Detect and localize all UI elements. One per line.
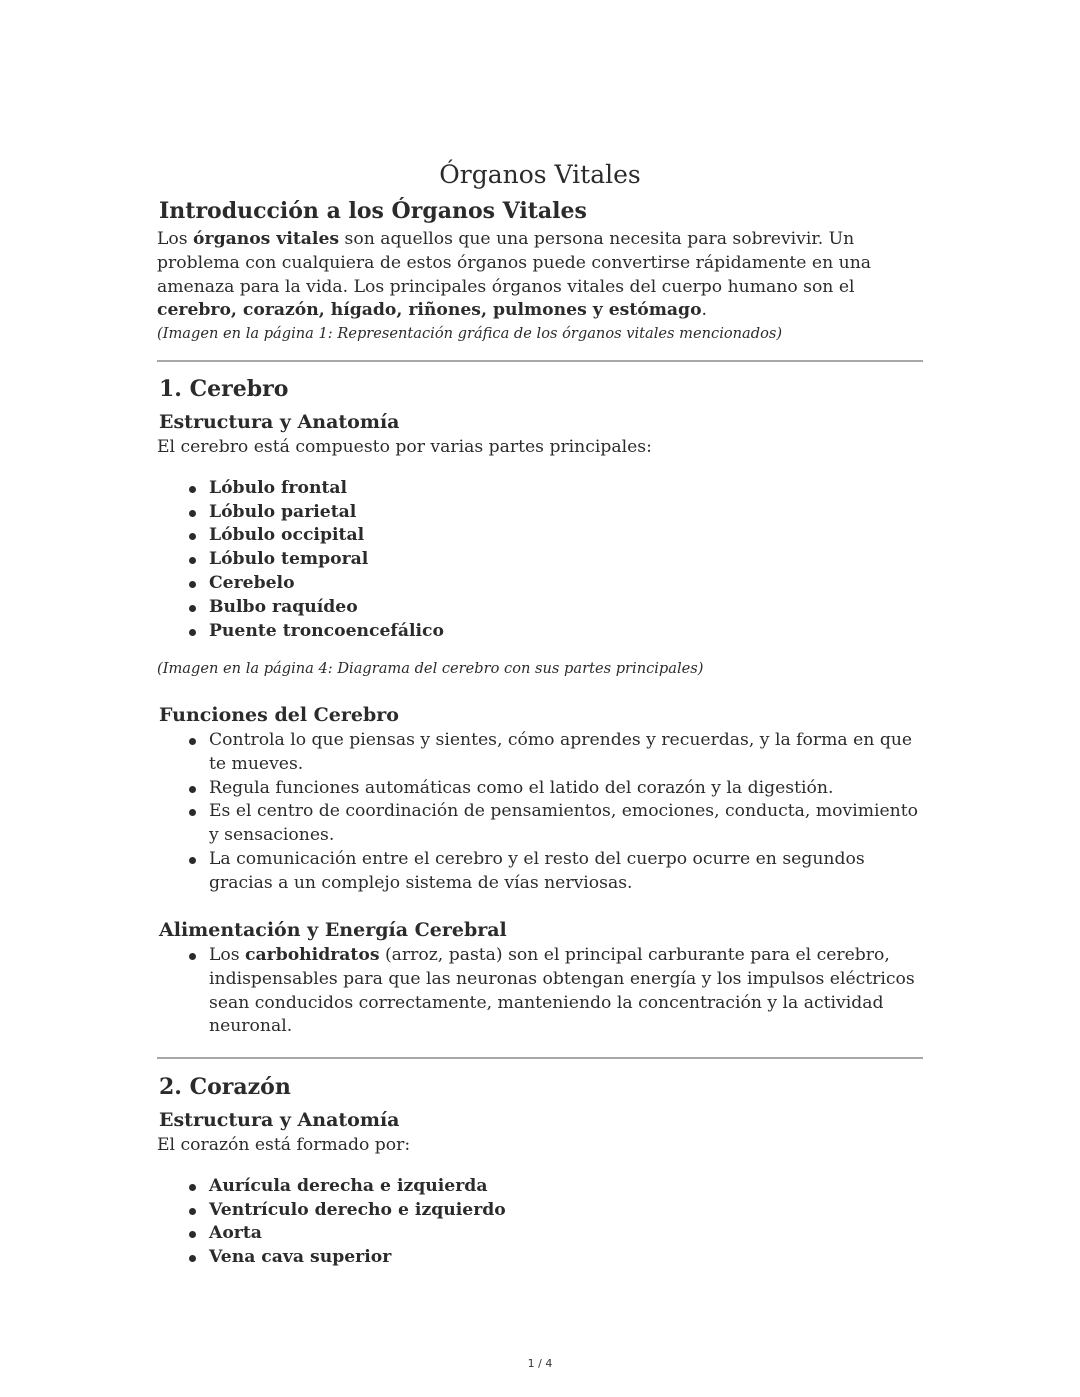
corazon-structure-heading: Estructura y Anatomía <box>159 1109 400 1131</box>
intro-bold-vital-organs: órganos vitales <box>193 229 340 249</box>
intro-text-end: . <box>701 300 707 321</box>
list-item: Vena cava superior <box>209 1246 923 1270</box>
document-title: Órganos Vitales <box>439 160 641 189</box>
cerebro-functions-section <box>157 702 923 896</box>
section-divider <box>157 360 923 362</box>
page-number: 1 / 4 <box>527 1357 553 1370</box>
intro-paragraph <box>157 228 923 323</box>
intro-section <box>157 196 923 344</box>
list-item: Lóbulo frontal <box>209 477 923 501</box>
list-item: Aurícula derecha e izquierda <box>209 1175 923 1199</box>
list-item: Puente troncoencefálico <box>209 620 923 644</box>
cerebro-section <box>157 374 923 679</box>
intro-bold-organ-list: cerebro, corazón, hígado, riñones, pulmones y estómago <box>157 300 702 321</box>
corazon-parts-list <box>157 1175 923 1270</box>
list-item: Aorta <box>209 1222 923 1246</box>
list-item: Controla lo que piensas y sientes, cómo aprendes y recuerdas, y la forma en que te mueves. <box>209 729 923 777</box>
intro-heading: Introducción a los Órganos Vitales <box>159 198 587 224</box>
list-item: La comunicación entre el cerebro y el resto del cuerpo ocurre en segundos gracias a un complejo sistema de vías nerviosas. <box>209 848 923 896</box>
list-item: Lóbulo occipital <box>209 524 923 548</box>
list-item: Es el centro de coordinación de pensamientos, emociones, conducta, movimiento y sensaciones. <box>209 800 923 848</box>
corazon-section <box>157 1072 923 1270</box>
list-item: Cerebelo <box>209 572 923 596</box>
food-text-start: Los <box>209 945 246 965</box>
corazon-structure-text: El corazón está formado por: <box>157 1135 411 1155</box>
food-text-end: (arroz, pasta) son el principal carburante para el cerebro, indispensables para que las neuronas obtengan energía y los impulsos eléctricos sean conducidos correctamente, manteniendo la concentración y la actividad neuronal. <box>209 945 915 1037</box>
list-item <box>209 944 923 1039</box>
list-item: Bulbo raquídeo <box>209 596 923 620</box>
cerebro-heading: 1. Cerebro <box>159 376 289 402</box>
list-item: Lóbulo temporal <box>209 548 923 572</box>
intro-image-caption: (Imagen en la página 1: Representación gráfica de los órganos vitales mencionados) <box>157 325 783 343</box>
cerebro-functions-list <box>157 729 923 896</box>
cerebro-food-heading: Alimentación y Energía Cerebral <box>159 919 507 941</box>
list-item: Ventrículo derecho e izquierdo <box>209 1199 923 1223</box>
cerebro-food-list <box>157 944 923 1039</box>
intro-text-middle: son aquellos que una persona necesita para sobrevivir. Un problema con cualquiera de estos órganos puede convertirse rápidamente en una amenaza para la vida. Los principales órganos vitales del cuerpo humano son el <box>157 229 872 297</box>
list-item: Lóbulo parietal <box>209 501 923 525</box>
intro-text-start: Los <box>157 229 194 249</box>
corazon-heading: 2. Corazón <box>159 1074 291 1100</box>
cerebro-structure-heading: Estructura y Anatomía <box>159 411 400 433</box>
cerebro-structure-text: El cerebro está compuesto por varias partes principales: <box>157 437 652 457</box>
list-item: Regula funciones automáticas como el latido del corazón y la digestión. <box>209 777 923 801</box>
food-bold-carbohydrates: carbohidratos <box>245 945 380 965</box>
cerebro-parts-list <box>157 477 923 644</box>
cerebro-food-section <box>157 917 923 1039</box>
cerebro-image-caption: (Imagen en la página 4: Diagrama del cerebro con sus partes principales) <box>157 660 704 678</box>
section-divider <box>157 1057 923 1059</box>
cerebro-functions-heading: Funciones del Cerebro <box>159 704 399 726</box>
